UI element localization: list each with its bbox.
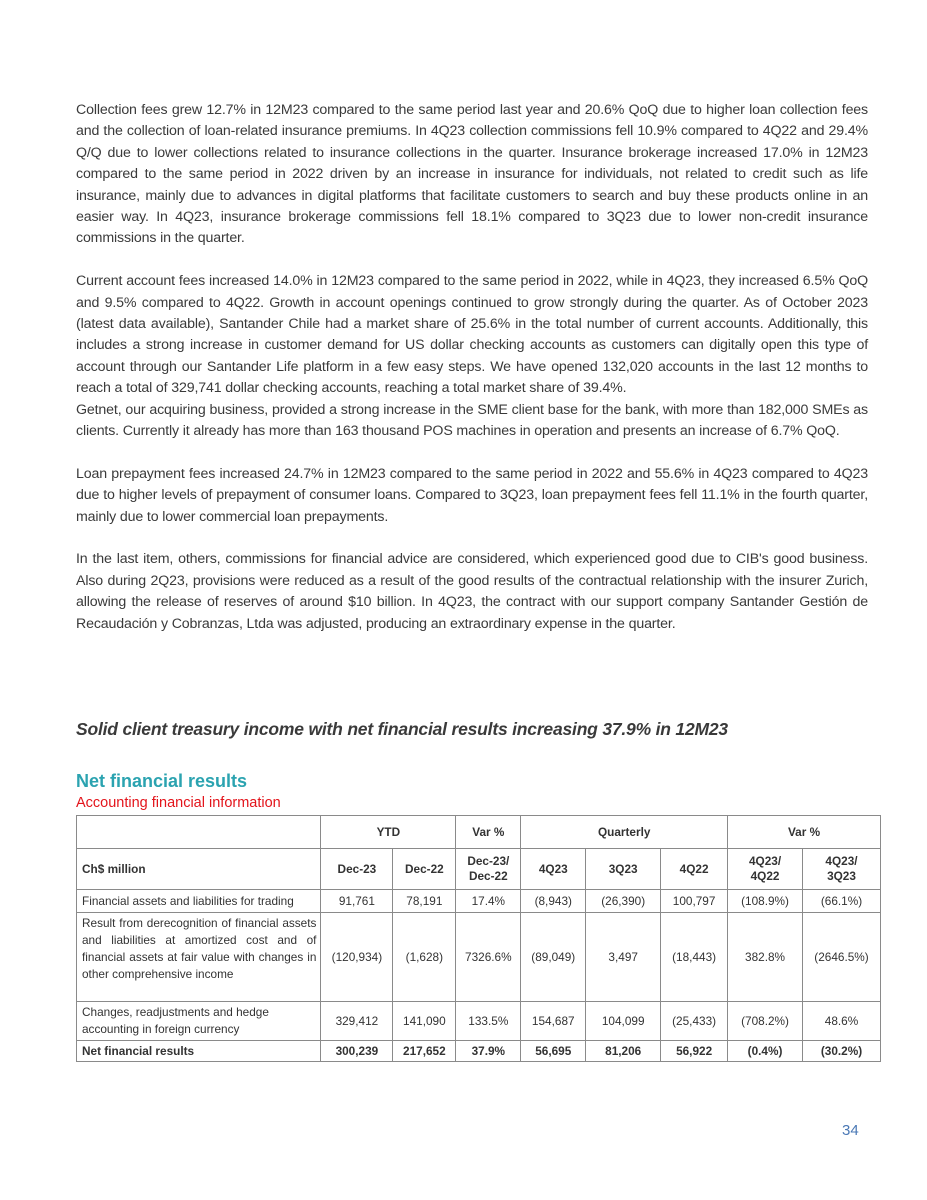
column-header-var-yoy-line2: 4Q22 <box>750 869 780 883</box>
cell-var-yoy: (708.2%) <box>728 1002 803 1041</box>
cell-var-qoq: (66.1%) <box>803 890 881 913</box>
cell-var-yoy: (0.4%) <box>728 1041 803 1062</box>
table-column-header-row <box>77 849 881 890</box>
table-row <box>77 913 881 1002</box>
column-header-4q23: 4Q23 <box>521 849 586 890</box>
group-header-ytd: YTD <box>321 816 456 849</box>
table-group-header-row <box>77 816 881 849</box>
cell-dec22: 78,191 <box>393 890 456 913</box>
column-header-var-ytd <box>456 849 521 890</box>
group-header-var-quarterly: Var % <box>728 816 881 849</box>
column-header-dec23: Dec-23 <box>321 849 393 890</box>
cell-var-ytd: 133.5% <box>456 1002 521 1041</box>
cell-var-yoy: (108.9%) <box>728 890 803 913</box>
paragraph-getnet: Getnet, our acquiring business, provided a strong increase in the SME client base for the bank, with more than 182,000 SMEs as clients. Currently it already has more than 163 thousand POS machines in operation and presents an increase of 6.7% QoQ. <box>76 401 868 440</box>
cell-dec23: 91,761 <box>321 890 393 913</box>
table-title: Net financial results <box>76 771 248 791</box>
paragraph-collection-fees: Collection fees grew 12.7% in 12M23 compared to the same period last year and 20.6% QoQ due to higher loan collection fees and the collection of loan-related insurance premiums. In 4Q23 collection commissions fell 10.9% compared to 4Q22 and 29.4% Q/Q due to lower collections related to insurance collections in the quarter. Insurance brokerage increased 17.0% in 12M23 compared to the same period in 2022 driven by an increase in insurance for individuals, not related to credit such as life insurance, mainly due to advances in digital platforms that facilitate customers to search and buy these products online in an easier way. In 4Q23, insurance brokerage commissions fell 18.1% compared to 3Q23 due to lower non-credit insurance commissions in the quarter. <box>76 102 868 247</box>
cell-4q22: 56,922 <box>661 1041 728 1062</box>
row-label: Result from derecognition of financial assets and liabilities at amortized cost and of financial assets at fair value with changes in other comprehensive income <box>77 913 321 1002</box>
net-financial-results-table <box>76 815 881 1062</box>
row-label: Financial assets and liabilities for trading <box>77 890 321 913</box>
cell-var-qoq: (30.2%) <box>803 1041 881 1062</box>
column-header-var-qoq-line2: 3Q23 <box>827 869 856 883</box>
column-header-var-qoq <box>803 849 881 890</box>
column-header-var-yoy <box>728 849 803 890</box>
column-header-4q22: 4Q22 <box>661 849 728 890</box>
cell-3q23: 104,099 <box>586 1002 661 1041</box>
cell-dec23: 300,239 <box>321 1041 393 1062</box>
column-header-var-yoy-line1: 4Q23/ <box>748 854 782 868</box>
row-label: Changes, readjustments and hedge accounting in foreign currency <box>77 1002 321 1041</box>
column-header-label: Ch$ million <box>77 849 321 890</box>
paragraph-loan-prepayment-fees: Loan prepayment fees increased 24.7% in 12M23 compared to the same period in 2022 and 55.6% in 4Q23 compared to 4Q23 due to higher levels of prepayment of consumer loans. Compared to 3Q23, loan prepayment fees fell 11.1% in the fourth quarter, mainly due to lower commercial loan prepayments. <box>76 465 868 525</box>
cell-dec22: (1,628) <box>393 913 456 1002</box>
table-row <box>77 890 881 913</box>
cell-var-qoq: 48.6% <box>803 1002 881 1041</box>
cell-4q23: (89,049) <box>521 913 586 1002</box>
row-label: Net financial results <box>77 1041 321 1062</box>
cell-4q23: 56,695 <box>521 1041 586 1062</box>
column-header-var-qoq-line1: 4Q23/ <box>825 854 858 868</box>
page-number: 34 <box>842 1122 859 1139</box>
cell-dec22: 141,090 <box>393 1002 456 1041</box>
column-header-dec22: Dec-22 <box>393 849 456 890</box>
column-header-var-ytd-line2: Dec-22 <box>468 869 508 883</box>
cell-dec23: 329,412 <box>321 1002 393 1041</box>
column-header-3q23: 3Q23 <box>586 849 661 890</box>
cell-var-ytd: 37.9% <box>456 1041 521 1062</box>
group-header-quarterly: Quarterly <box>521 816 728 849</box>
paragraph-others: In the last item, others, commissions for financial advice are considered, which experienced good due to CIB's good business. Also during 2Q23, provisions were reduced as a result of the good results of the contractual relationship with the insurer Zurich, allowing the release of reserves of around $10 billion. In 4Q23, the contract with our support company Santander Gestión de Recaudación y Cobranzas, Ltda was adjusted, producing an extraordinary expense in the quarter. <box>76 551 868 632</box>
cell-dec22: 217,652 <box>393 1041 456 1062</box>
group-header-var-ytd: Var % <box>456 816 521 849</box>
cell-3q23: 81,206 <box>586 1041 661 1062</box>
table-row <box>77 1002 881 1041</box>
body-text <box>76 100 868 635</box>
cell-4q23: (8,943) <box>521 890 586 913</box>
column-header-var-ytd-line1: Dec-23/ <box>467 854 510 868</box>
cell-4q22: (25,433) <box>661 1002 728 1041</box>
table-total-row <box>77 1041 881 1062</box>
cell-var-ytd: 7326.6% <box>456 913 521 1002</box>
cell-3q23: 3,497 <box>586 913 661 1002</box>
section-heading: Solid client treasury income with net financial results increasing 37.9% in 12M23 <box>76 719 728 739</box>
table-subtitle: Accounting financial information <box>76 795 281 811</box>
cell-dec23: (120,934) <box>321 913 393 1002</box>
empty-header-cell <box>77 816 321 849</box>
cell-4q22: 100,797 <box>661 890 728 913</box>
cell-var-yoy: 382.8% <box>728 913 803 1002</box>
cell-3q23: (26,390) <box>586 890 661 913</box>
cell-var-qoq: (2646.5%) <box>803 913 881 1002</box>
cell-4q23: 154,687 <box>521 1002 586 1041</box>
cell-var-ytd: 17.4% <box>456 890 521 913</box>
cell-4q22: (18,443) <box>661 913 728 1002</box>
paragraph-current-account-fees: Current account fees increased 14.0% in 12M23 compared to the same period in 2022, while in 4Q23, they increased 6.5% QoQ and 9.5% compared to 4Q22. Growth in account openings continued to grow strongly during the quarter. As of October 2023 (latest data available), Santander Chile had a market share of 25.6% in the total number of current accounts. Additionally, this includes a strong increase in customer demand for US dollar checking accounts as customers can digitally open this type of account through our Santander Life platform in a few easy steps. We have opened 132,020 accounts in the last 12 months to reach a total of 329,741 dollar checking accounts, reaching a total market share of 39.4%. <box>76 273 868 397</box>
